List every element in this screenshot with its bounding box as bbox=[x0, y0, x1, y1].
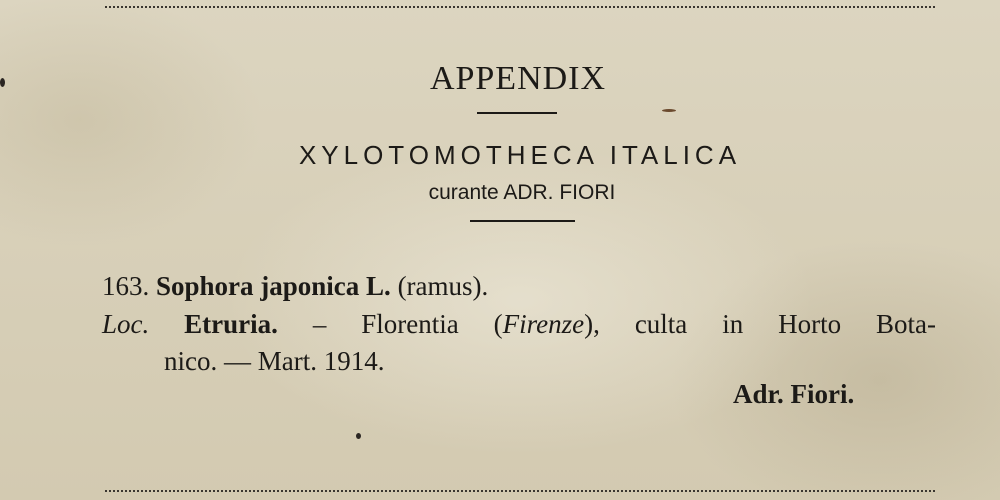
locality-line: Loc. Etruria. – Florentia (Firenze), culta in Horto Bota- bbox=[102, 309, 937, 339]
locality-label: Loc. bbox=[102, 309, 150, 339]
appendix-heading: APPENDIX bbox=[429, 60, 607, 97]
specimen-number: 163. bbox=[102, 271, 150, 301]
curator-line: curante ADR. FIORI bbox=[428, 181, 616, 204]
perforation-top bbox=[105, 6, 935, 8]
locality-dash: – bbox=[312, 309, 327, 339]
locality-detail: ), culta in Horto Bota- bbox=[584, 309, 937, 339]
locality-city: Florentia bbox=[361, 309, 459, 339]
ink-speck bbox=[356, 433, 361, 439]
ink-speck bbox=[0, 78, 5, 87]
specimen-part: (ramus). bbox=[397, 271, 489, 301]
locality-city-modern: Firenze bbox=[502, 309, 585, 339]
perforation-bottom bbox=[105, 490, 935, 492]
species-name: Sophora japonica L. bbox=[156, 271, 391, 301]
specimen-line bbox=[102, 268, 488, 305]
ink-speck bbox=[662, 109, 676, 112]
collector-signature: Adr. Fiori. bbox=[733, 379, 855, 409]
locality-date-line: nico. — Mart. 1914. bbox=[164, 346, 385, 376]
series-title: XYLOTOMOTHECA ITALICA bbox=[298, 140, 742, 170]
divider-rule-bottom bbox=[470, 220, 575, 222]
divider-rule-top bbox=[477, 112, 557, 114]
locality-region: Etruria. bbox=[184, 309, 278, 339]
